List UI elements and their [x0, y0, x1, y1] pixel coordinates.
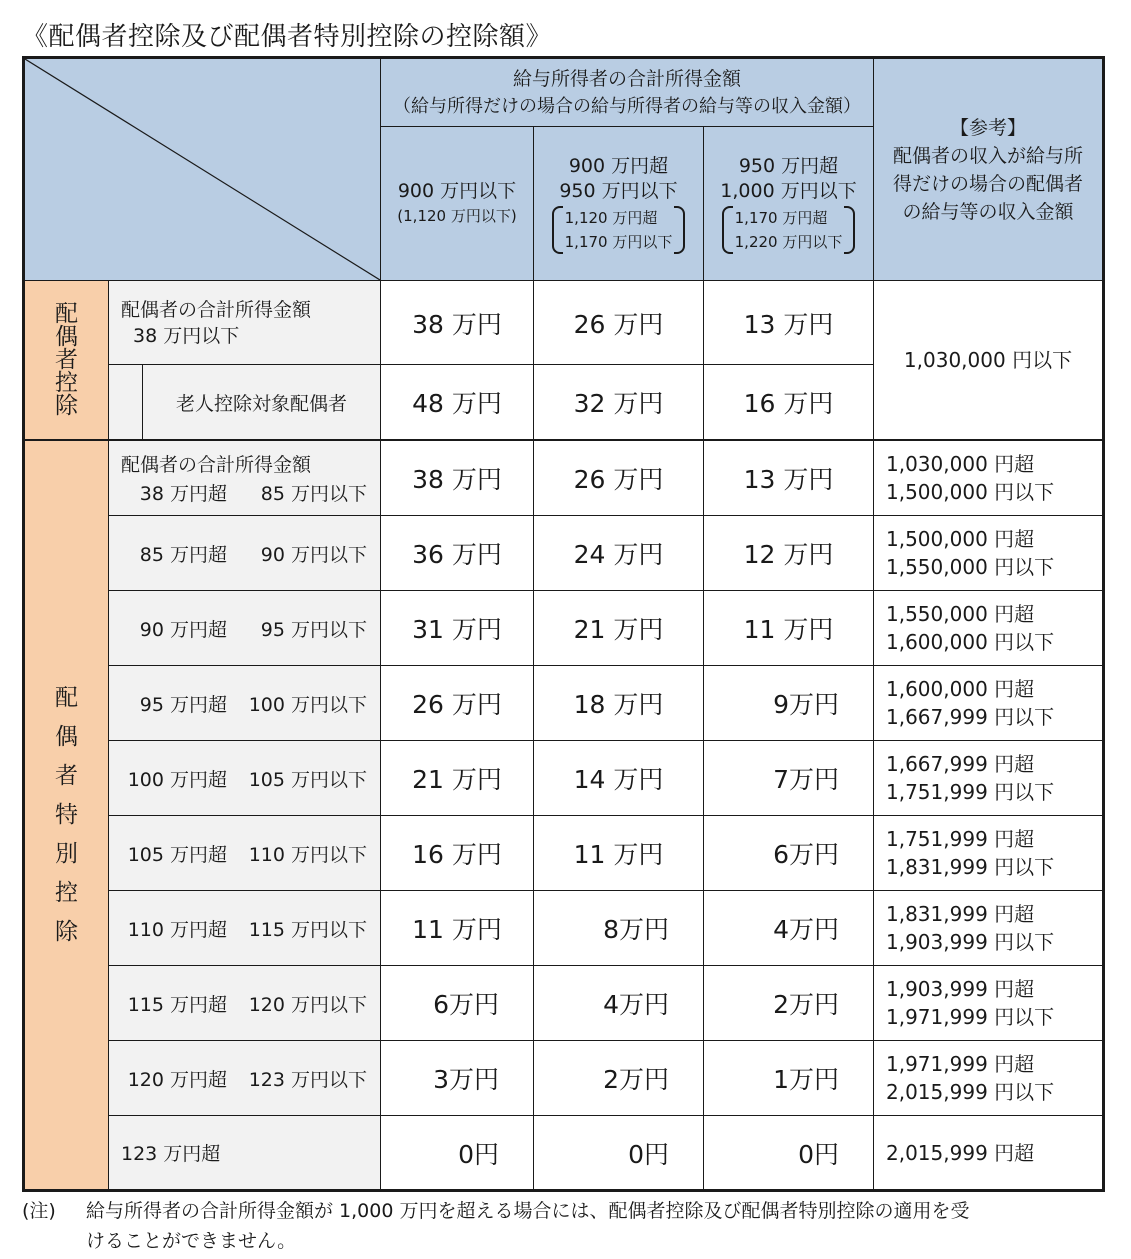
range-to: 100 万円以下	[248, 693, 367, 716]
value-cell: 4万円	[534, 966, 704, 1041]
reference-cell	[874, 1116, 1102, 1189]
header-col-line: 900 万円超	[568, 154, 669, 177]
value-cell: 2万円	[704, 966, 874, 1041]
section-label-char: 者	[55, 762, 78, 789]
row-label-special	[109, 441, 381, 516]
value-cell: 21 万円	[534, 591, 704, 666]
value-cell: 7万円	[704, 741, 874, 816]
range-from: 120 万円超	[127, 1068, 227, 1091]
reference-cell	[874, 891, 1102, 966]
footnote	[22, 1196, 1112, 1256]
range-from: 38 万円超	[139, 482, 227, 505]
row-label-text: 38 万円以下	[133, 324, 240, 347]
header-col-paren-group	[722, 206, 856, 254]
range-from: 110 万円超	[127, 918, 227, 941]
section-label-char: 者	[55, 346, 78, 373]
section-label-spousal-deduction	[25, 281, 109, 441]
row-label-special	[109, 816, 381, 891]
reference-cell	[874, 516, 1102, 591]
row-label-heading: 配偶者の合計所得金額	[121, 453, 312, 476]
value-cell: 6万円	[381, 966, 534, 1041]
value-cell: 36 万円	[381, 516, 534, 591]
section-label-char: 特	[55, 801, 78, 828]
row-label-special	[109, 966, 381, 1041]
reference-cell	[874, 1041, 1102, 1116]
range-from: 90 万円超	[139, 618, 227, 641]
value-cell: 18 万円	[534, 666, 704, 741]
reference-text: 1,030,000 円以下	[903, 348, 1073, 372]
header-col-paren: (1,120 万円以下)	[397, 207, 517, 225]
value-cell: 0円	[381, 1116, 534, 1189]
range-to: 110 万円以下	[248, 843, 367, 866]
row-label-deduction-38	[109, 281, 381, 365]
header-group-title: 給与所得者の合計所得金額	[512, 67, 741, 90]
reference-from: 1,550,000 円超	[886, 602, 1035, 626]
value-cell: 26 万円	[534, 441, 704, 516]
section-label-special-deduction	[25, 441, 109, 1189]
header-group-subtitle: （給与所得だけの場合の給与所得者の給与等の収入金額）	[393, 95, 861, 117]
reference-cell	[874, 591, 1102, 666]
reference-from: 1,831,999 円超	[886, 902, 1035, 926]
footnote-line: 給与所得者の合計所得金額が 1,000 万円を超える場合には、配偶者控除及び配偶者特別控除の適用を受	[86, 1200, 970, 1222]
header-col-paren-group	[552, 206, 686, 254]
header-col-900-950	[534, 127, 704, 281]
range-from: 100 万円超	[127, 768, 227, 791]
range-from: 95 万円超	[139, 693, 227, 716]
header-col-line: 900 万円以下	[397, 180, 517, 202]
header-col-paren: 1,170 万円超	[734, 208, 828, 227]
value-cell: 48 万円	[381, 365, 534, 441]
row-label-special	[109, 1041, 381, 1116]
header-ref-line: 配偶者の収入が給与所	[892, 144, 1083, 167]
value-cell: 14 万円	[534, 741, 704, 816]
value-cell: 4万円	[704, 891, 874, 966]
section-label-char: 配	[55, 300, 78, 327]
footnote-line: けることができません。	[86, 1230, 297, 1252]
value-cell: 0円	[704, 1116, 874, 1189]
right-bracket	[674, 206, 685, 254]
reference-cell	[874, 741, 1102, 816]
header-col-950-1000	[704, 127, 874, 281]
left-bracket	[552, 206, 563, 254]
reference-to: 1,831,999 円以下	[886, 855, 1055, 879]
row-label-over-123	[109, 1116, 381, 1189]
reference-cell	[874, 281, 1102, 441]
section-label-char: 除	[55, 918, 78, 945]
section-label-char: 除	[55, 392, 78, 419]
reference-from: 1,971,999 円超	[886, 1052, 1035, 1076]
range-to: 115 万円以下	[248, 918, 367, 941]
reference-to: 1,751,999 円以下	[886, 780, 1055, 804]
reference-to: 1,971,999 円以下	[886, 1005, 1055, 1029]
header-income-group	[381, 59, 874, 127]
row-label-special	[109, 741, 381, 816]
header-col-paren: 1,120 万円超	[564, 208, 658, 227]
reference-text: 2,015,999 円超	[886, 1140, 1035, 1165]
header-corner-cell	[25, 59, 381, 281]
reference-to: 1,667,999 円以下	[886, 705, 1055, 729]
reference-to: 1,903,999 円以下	[886, 930, 1055, 954]
header-ref-title: 【参考】	[949, 116, 1026, 139]
reference-to: 1,500,000 円以下	[886, 480, 1055, 504]
value-cell: 13 万円	[704, 281, 874, 365]
header-ref-line: の給与等の収入金額	[902, 200, 1074, 223]
header-col-line: 1,000 万円以下	[720, 179, 857, 202]
range-to: 90 万円以下	[260, 543, 367, 566]
row-label-special	[109, 666, 381, 741]
value-cell: 26 万円	[534, 281, 704, 365]
range-to: 95 万円以下	[260, 618, 367, 641]
left-bracket	[722, 206, 733, 254]
diagonal-line	[25, 59, 380, 280]
range-from: 85 万円超	[139, 543, 227, 566]
value-cell: 16 万円	[704, 365, 874, 441]
row-label-text: 123 万円超	[121, 1143, 221, 1165]
row-label-special	[109, 516, 381, 591]
value-cell: 21 万円	[381, 741, 534, 816]
value-cell: 11 万円	[381, 891, 534, 966]
value-cell: 32 万円	[534, 365, 704, 441]
header-col-line: 950 万円以下	[559, 179, 678, 202]
header-col-paren: 1,220 万円以下	[734, 232, 843, 251]
header-ref-line: 得だけの場合の配偶者	[892, 172, 1083, 195]
header-col-900-or-less	[381, 127, 534, 281]
section-label-char: 別	[55, 840, 78, 867]
section-label-char: 偶	[55, 723, 78, 750]
row-label-elderly-spouse-wrap	[109, 365, 381, 441]
reference-cell	[874, 966, 1102, 1041]
value-cell: 26 万円	[381, 666, 534, 741]
section-label-char: 配	[55, 684, 78, 711]
range-to: 105 万円以下	[248, 768, 367, 791]
section-label-char: 偶	[55, 323, 78, 350]
row-label-text: 老人控除対象配偶者	[175, 392, 347, 415]
value-cell: 31 万円	[381, 591, 534, 666]
reference-from: 1,751,999 円超	[886, 827, 1035, 851]
value-cell: 1万円	[704, 1041, 874, 1116]
header-col-line: 950 万円超	[738, 154, 839, 177]
section-label-char: 控	[55, 879, 78, 906]
value-cell: 11 万円	[534, 816, 704, 891]
indent-spacer	[109, 365, 143, 439]
reference-from: 1,903,999 円超	[886, 977, 1035, 1001]
range-to: 123 万円以下	[248, 1068, 367, 1091]
range-from: 115 万円超	[127, 993, 227, 1016]
reference-from: 1,030,000 円超	[886, 452, 1035, 476]
value-cell: 3万円	[381, 1041, 534, 1116]
right-bracket	[844, 206, 855, 254]
reference-from: 1,600,000 円超	[886, 677, 1035, 701]
page-title: 《配偶者控除及び配偶者特別控除の控除額》	[22, 22, 553, 52]
value-cell: 16 万円	[381, 816, 534, 891]
reference-to: 1,600,000 円以下	[886, 630, 1055, 654]
value-cell: 11 万円	[704, 591, 874, 666]
reference-cell	[874, 816, 1102, 891]
value-cell: 2万円	[534, 1041, 704, 1116]
value-cell: 38 万円	[381, 441, 534, 516]
value-cell: 0円	[534, 1116, 704, 1189]
range-from: 105 万円超	[127, 843, 227, 866]
reference-from: 1,667,999 円超	[886, 752, 1035, 776]
range-to: 85 万円以下	[260, 482, 367, 505]
row-label-special	[109, 891, 381, 966]
footnote-mark: (注)	[22, 1200, 56, 1222]
row-label-elderly-spouse	[143, 365, 380, 439]
deduction-table	[22, 56, 1105, 1192]
range-to: 120 万円以下	[248, 993, 367, 1016]
reference-to: 2,015,999 円以下	[886, 1080, 1055, 1104]
reference-from: 1,500,000 円超	[886, 527, 1035, 551]
reference-cell	[874, 666, 1102, 741]
section-label-char: 控	[55, 369, 78, 396]
reference-to: 1,550,000 円以下	[886, 555, 1055, 579]
value-cell: 38 万円	[381, 281, 534, 365]
value-cell: 9万円	[704, 666, 874, 741]
row-label-text: 配偶者の合計所得金額	[121, 298, 312, 321]
value-cell: 13 万円	[704, 441, 874, 516]
value-cell: 24 万円	[534, 516, 704, 591]
header-col-paren: 1,170 万円以下	[564, 232, 673, 251]
reference-cell	[874, 441, 1102, 516]
value-cell: 6万円	[704, 816, 874, 891]
value-cell: 8万円	[534, 891, 704, 966]
row-label-special	[109, 591, 381, 666]
value-cell: 12 万円	[704, 516, 874, 591]
header-reference	[874, 59, 1102, 281]
